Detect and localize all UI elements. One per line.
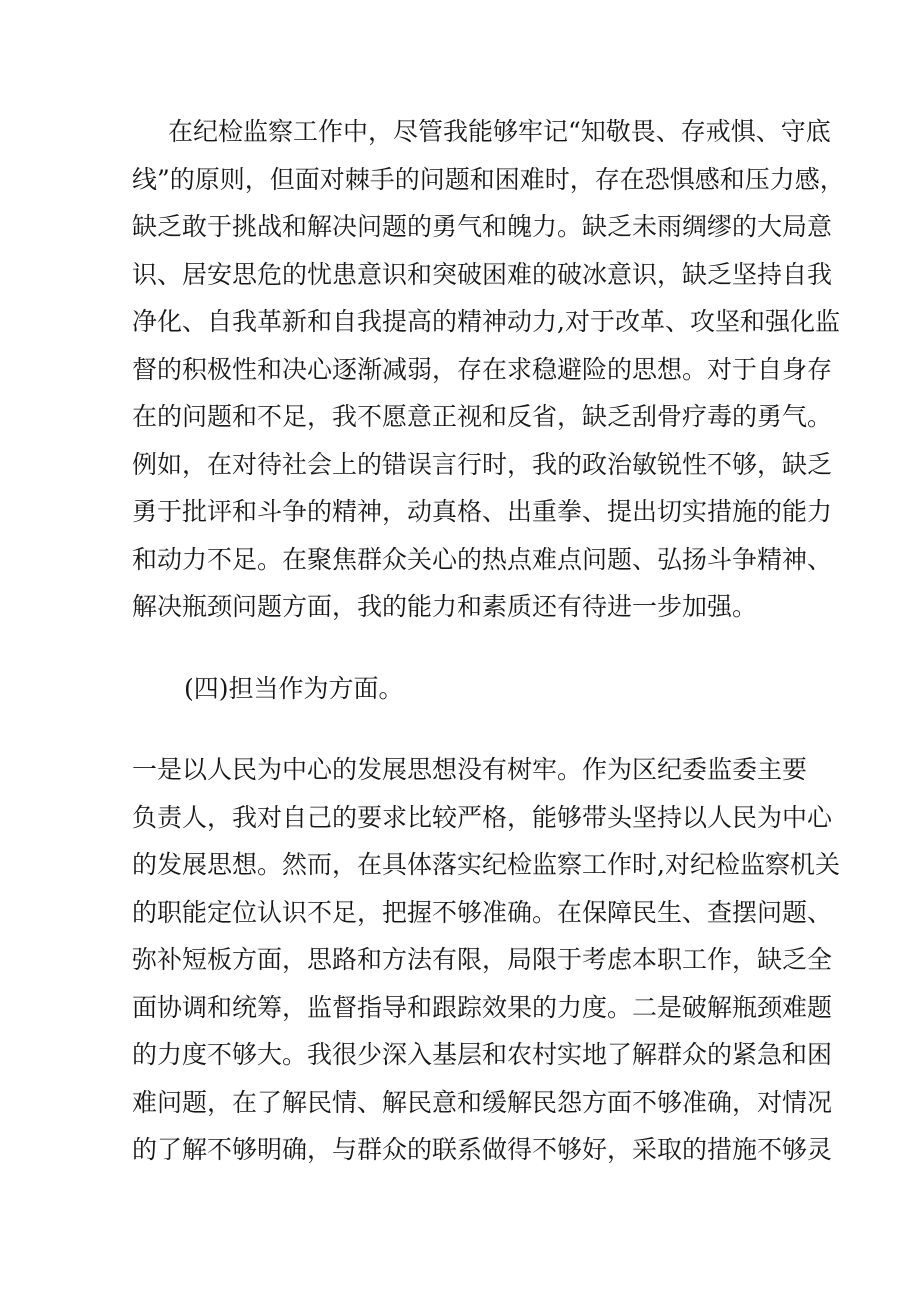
paragraph-line: 难问题，在了解民情、解民意和缓解民怨方面不够准确，对情况 — [132, 1087, 833, 1117]
paragraph-line: 勇于批评和斗争的精神，动真格、出重拳、提出切实措施的能力 — [132, 497, 833, 526]
paragraph-line: 在纪检监察工作中，尽管我能够牢记“知敬畏、存戒惧、守底 — [168, 117, 831, 146]
paragraph-line: 解决瓶颈问题方面，我的能力和素质还有待进一步加强。 — [132, 592, 758, 621]
document-body — [132, 108, 845, 1174]
paragraph-line: 的力度不够大。我很少深入基层和农村实地了解群众的紧急和困 — [132, 1040, 833, 1069]
paragraph-line: 一是以人民为中心的发展思想没有树牢。作为区纪委监委主要 — [132, 755, 808, 784]
paragraph-spacer — [132, 631, 798, 665]
paragraph-spacer — [132, 712, 798, 746]
paragraph-line: 面协调和统筹，监督指导和跟踪效果的力度。二是破解瓶颈难题 — [132, 992, 833, 1022]
paragraph-line: 的发展思想。然而，在具体落实纪检监察工作时,对纪检监察机关 — [132, 850, 840, 879]
paragraph-1 — [132, 108, 845, 631]
paragraph-line: 负责人，我对自己的要求比较严格，能够带头坚持以人民为中心 — [132, 802, 833, 832]
paragraph-line: 在的问题和不足，我不愿意正视和反省，缺乏刮骨疗毒的勇气。 — [132, 402, 833, 431]
paragraph-line: 的了解不够明确，与群众的联系做得不够好，采取的措施不够灵 — [132, 1135, 833, 1164]
section-heading: (四)担当作为方面。 — [184, 673, 404, 703]
paragraph-line: 例如，在对待社会上的错误言行时，我的政治敏锐性不够，缺乏 — [132, 449, 833, 479]
paragraph-line: 线”的原则，但面对棘手的问题和困难时，存在恐惧感和压力感， — [132, 164, 845, 194]
paragraph-line: 缺乏敢于挑战和解决问题的勇气和魄力。缺乏未雨绸缪的大局意 — [132, 212, 833, 241]
paragraph-line: 和动力不足。在聚焦群众关心的热点难点问题、弘扬斗争精神、 — [132, 544, 833, 574]
paragraph-line: 督的积极性和决心逐渐减弱，存在求稳避险的思想。对于自身存 — [132, 354, 833, 384]
paragraph-line: 弥补短板方面，思路和方法有限，局限于考虑本职工作，缺乏全 — [132, 945, 833, 974]
paragraph-2 — [132, 746, 840, 1174]
paragraph-line: 的职能定位认识不足，把握不够准确。在保障民生、查摆问题、 — [132, 897, 833, 927]
paragraph-line: 净化、自我革新和自我提高的精神动力,对于改革、攻坚和强化监 — [132, 307, 840, 336]
paragraph-line: 识、居安思危的忧患意识和突破困难的破冰意识，缺乏坚持自我 — [132, 259, 833, 289]
